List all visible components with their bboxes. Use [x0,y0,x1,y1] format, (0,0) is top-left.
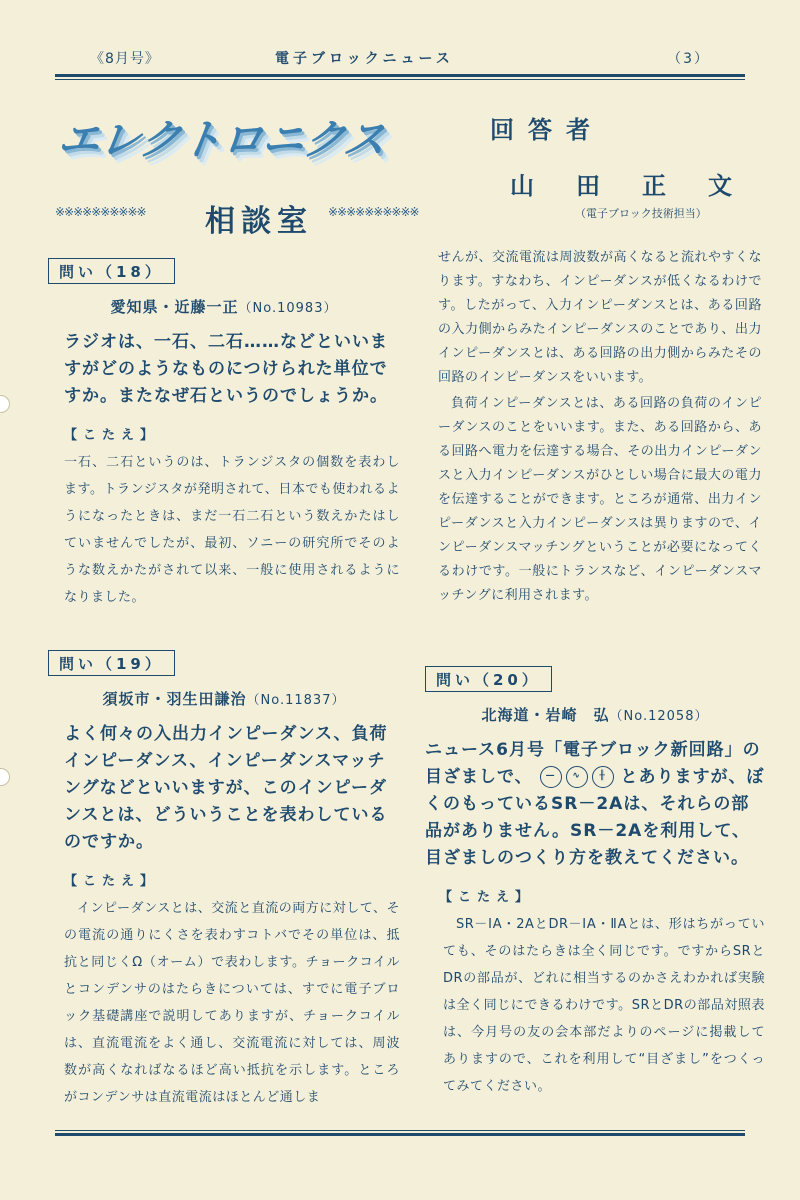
asker-number: （No.11837） [246,693,346,708]
capacitor-symbol-icon: ╫ [592,766,614,788]
component-symbols [540,766,614,788]
title-ornament-right: ※※※※※※※※※※ [328,205,419,219]
question-text-part-b: とありますが、ぼくのもっているSR－2Aは、それらの部品がありません。SR－2Aを利用して、目ざましのつくり方を教えてください。 [425,767,765,868]
question-label: 問い（20） [425,666,552,692]
page-number: （3） [667,51,710,67]
question-20 [425,666,765,1100]
answer-text: インピーダンスとは、交流と直流の両方に対して、その電流の通りにくさを表わすコトバでその単位は、抵抗と同じくΩ（オーム）で表わします。チョークコイルとコンデンサのはたらきについては、すでに電子ブロック基礎講座で説明してありますが、チョークコイルは、直流電流をよく通し、交流電流に対しては、周波数が高くなればなるほど高い抵抗を示します。ところがコンデンサは直流電流はほとんど通しま [64,901,400,1105]
question-18 [48,258,400,611]
resistor-symbol-icon: — [540,766,562,788]
section-subtitle: 相談室 [205,204,313,239]
question-text: よく何々の入出力インピーダンス、負荷インピーダンス、インピーダンスマッチングなどといいますが、このインピーダンスとは、どういうことを表わしているのですか。 [64,724,388,852]
footer-rule [55,1130,745,1136]
asker-name: 北海道・岩崎 弘 [481,706,610,724]
page-header [60,48,710,72]
binder-hole [0,395,10,413]
answer-label: 【こたえ】 [64,428,160,443]
asker-number: （No.12058） [609,709,709,724]
responder-label: 回答者 [490,116,604,144]
asker [48,296,400,317]
header-rule [55,74,745,80]
issue-label: 《8月号》 [90,51,160,67]
answer-paragraph: せんが、交流電流は周波数が高くなると流れやすくなります。すなわち、インピーダンスが低くなるわけです。したがって、入力インピーダンスとは、ある回路の入力側からみたインピーダンスのことであり、出力インピーダンスとは、ある回路の出力側からみたその回路のインピーダンスをいいます。 [438,250,763,385]
asker-name: 愛知県・近藤一正 [110,298,239,316]
asker [425,704,765,725]
answer-paragraph: 負荷インピーダンスとは、ある回路の負荷のインピーダンスのことをいいます。また、ある回路から、ある回路へ電力を伝達する場合、その出力インピーダンスと入力インピーダンスがひとしい場合に最大の電力を伝達することができます。ところが通常、出力インピーダンスと入力インピーダンスは異りますので、インピーダンスマッチングということが必要になってくるわけです。一般にトランスなど、インピーダンスマッチングに利用されます。 [438,396,762,603]
answer-label: 【こたえ】 [64,874,160,889]
asker-number: （No.10983） [238,301,338,316]
coil-symbol-icon: ∿ [566,766,588,788]
asker-name: 須坂市・羽生田謙治 [102,690,247,708]
binder-hole [0,768,10,786]
asker [48,688,400,709]
question-label: 問い（18） [48,258,175,284]
answer-text: SR－ⅠA・2AとDR－ⅠA・ⅡAとは、形はちがっていても、そのはたらきは全く同じです。ですからSRとDRの部品が、どれに相当するのかさえわかれば実験は全く同じにできるわけです。SRとDRの部品対照表は、今月号の友の会本部だよりのページに掲載してありますので、これを利用して“目ざまし”をつくってみてください。 [443,917,765,1094]
answer-label: 【こたえ】 [439,890,535,905]
answer-19-continued [432,246,762,608]
publication-name: 電子ブロックニュース [275,51,454,67]
question-label: 問い（19） [48,650,175,676]
question-19 [48,650,400,1111]
question-text-part-a: ニュース6月号「電子ブロック新回路」の目ざましで、 [425,740,761,787]
question-text: ラジオは、一石、二石……などといいますがどのようなものにつけられた単位ですか。またなぜ石というのでしょうか。 [64,332,388,406]
responder-name: 山田正文 [510,172,774,200]
question-text [425,737,765,872]
section-title: エレクトロニクス [54,115,389,164]
title-ornament-left: ※※※※※※※※※※ [55,205,146,219]
answer-text: 一石、二石というのは、トランジスタの個数を表わします。トランジスタが発明されて、日本でも使われるようになったときは、まだ一石二石という数えかたはしていませんでしたが、最初、ソニーの研究所でそのような数えかたがされて以来、一般に使用されるようになりました。 [64,455,400,605]
responder-role: （電子ブロック技術担当） [575,207,707,220]
